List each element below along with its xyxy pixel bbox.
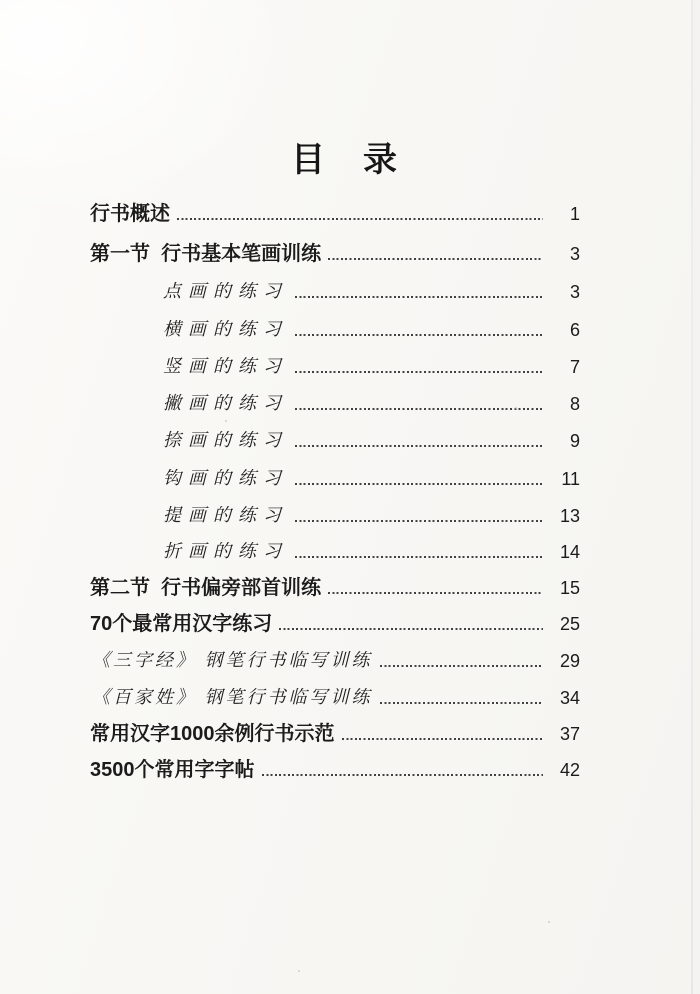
toc-entry-title: 《百家姓》 钢笔行书临写训练 xyxy=(92,687,373,708)
page-edge-margin xyxy=(693,0,700,994)
dot-leader xyxy=(295,334,543,336)
dot-leader xyxy=(342,738,544,740)
page-number: 11 xyxy=(561,469,580,490)
page-number: 37 xyxy=(559,724,580,745)
dot-leader xyxy=(380,702,544,704)
scan-speck xyxy=(515,407,517,409)
toc-entry xyxy=(90,240,580,265)
toc-entry-title: 钩画的练习 xyxy=(163,468,288,489)
toc-entry-title: 行书概述 xyxy=(90,203,170,225)
page-number: 9 xyxy=(569,431,580,452)
toc-entry-title: 点画的练习 xyxy=(163,281,288,302)
scan-speck xyxy=(225,420,227,422)
toc-entry xyxy=(163,502,580,527)
dot-leader xyxy=(380,665,544,667)
toc-entry xyxy=(163,278,580,303)
toc-entry xyxy=(163,538,580,563)
page-number: 42 xyxy=(559,760,580,781)
toc-entry-title: 折画的练习 xyxy=(163,541,288,562)
toc-entry-title: 第一节 行书基本笔画训练 xyxy=(90,243,322,265)
page-number: 6 xyxy=(569,320,580,341)
page-number: 8 xyxy=(569,394,580,415)
dot-leader xyxy=(295,483,543,485)
dot-leader xyxy=(295,520,543,522)
page-number: 7 xyxy=(569,357,580,378)
dot-leader xyxy=(295,296,543,298)
dot-leader xyxy=(279,628,543,630)
toc-entry-title: 横画的练习 xyxy=(163,319,288,340)
dot-leader xyxy=(177,218,543,220)
page-number: 25 xyxy=(559,614,580,635)
toc-entry-title: 《三字经》 钢笔行书临写训练 xyxy=(92,650,373,671)
toc-entry xyxy=(163,465,580,490)
toc-entry-title: 常用汉字1000余例行书示范 xyxy=(90,723,335,745)
page-number: 14 xyxy=(559,542,580,563)
toc-entry xyxy=(90,720,580,745)
dot-leader xyxy=(328,258,543,260)
toc-entry-title: 竖画的练习 xyxy=(163,356,288,377)
dot-leader xyxy=(328,592,543,594)
dot-leader xyxy=(295,371,543,373)
toc-entry-title: 撇画的练习 xyxy=(163,393,288,414)
page-number: 13 xyxy=(559,506,580,527)
page-number: 3 xyxy=(569,282,580,303)
toc-entry xyxy=(163,427,580,452)
page-number: 29 xyxy=(559,651,580,672)
toc-entry-title: 第二节 行书偏旁部首训练 xyxy=(90,577,322,599)
dot-leader xyxy=(295,445,543,447)
toc-entry xyxy=(92,684,580,709)
toc-entry xyxy=(90,756,580,781)
page-number: 15 xyxy=(559,578,580,599)
page-number: 3 xyxy=(569,244,580,265)
scan-speck xyxy=(548,921,550,923)
toc-entry-title: 70个最常用汉字练习 xyxy=(90,613,273,635)
toc-entry-title: 提画的练习 xyxy=(163,505,288,526)
toc-entry xyxy=(90,574,580,599)
toc-entry-title: 3500个常用字字帖 xyxy=(90,759,255,781)
dot-leader xyxy=(262,774,544,776)
toc-entry xyxy=(163,353,580,378)
toc-entry-title: 捺画的练习 xyxy=(163,430,288,451)
toc-entry xyxy=(163,316,580,341)
toc-entry xyxy=(163,390,580,415)
toc-entry xyxy=(92,647,580,672)
dot-leader xyxy=(295,556,543,558)
page-number: 34 xyxy=(559,688,580,709)
page-title: 目 录 xyxy=(291,141,399,179)
scan-speck xyxy=(298,970,300,972)
toc-entry xyxy=(90,200,580,225)
dot-leader xyxy=(295,408,543,410)
page-number: 1 xyxy=(569,204,580,225)
toc-entry xyxy=(90,610,580,635)
